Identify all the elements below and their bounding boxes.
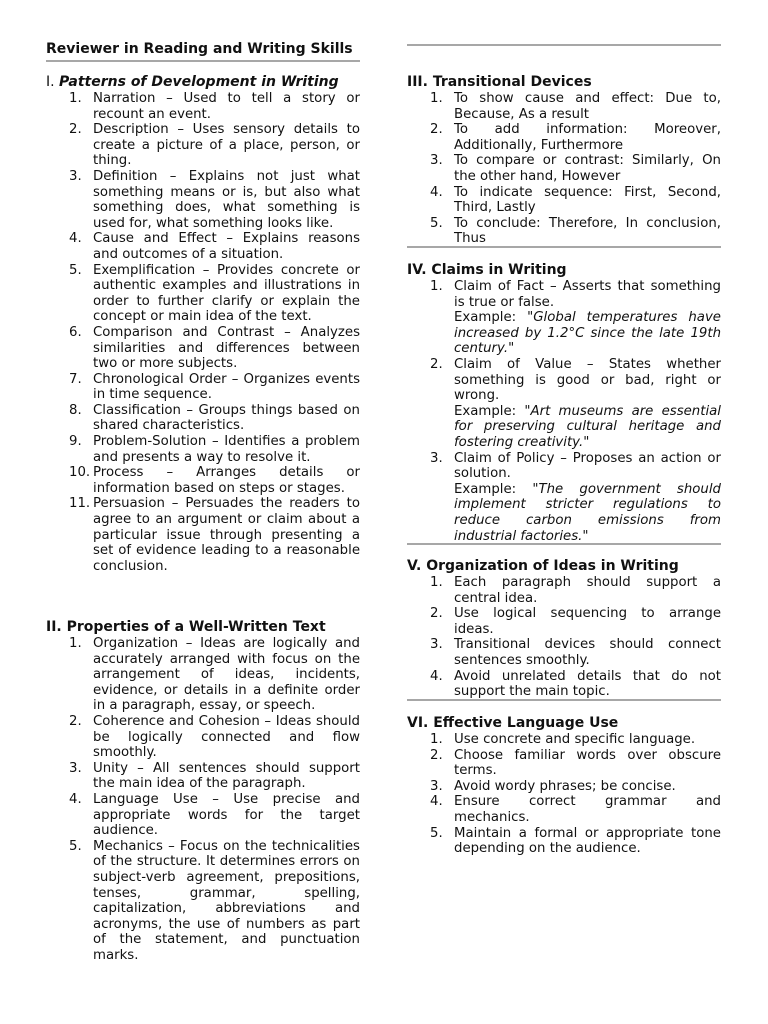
item-text: Choose familiar words over obscure terms. [454, 747, 721, 779]
list-item [407, 748, 721, 779]
list-item [46, 434, 360, 465]
item-text: Ensure correct grammar and mechanics. [454, 794, 721, 825]
item-text: Mechanics – Focus on the technicalities of the structure. It determines errors on subject-verb agreement, prepositions, tenses, grammar, spelling, capitalization, abbreviations and acronyms, the use of numbers as part of the statement, and punctuation marks. [93, 838, 360, 963]
section-5-heading: V. Organization of Ideas in Writing [407, 558, 679, 574]
item-text: Narration – Used to tell a story or recount an event. [93, 91, 360, 122]
item-number: 2. [430, 606, 443, 622]
item-text: Coherence and Cohesion – Ideas should be logically connected and flow smoothly. [93, 713, 360, 761]
item-text: Chronological Order – Organizes events in time sequence. [93, 371, 360, 403]
item-text: To add information: Moreover, Additionally, Furthermore [454, 122, 721, 153]
item-text: To compare or contrast: Similarly, On the other hand, However [454, 153, 721, 184]
item-text: Maintain a formal or appropriate tone depending on the audience. [454, 825, 721, 857]
list-item [46, 761, 360, 792]
item-text: Organization – Ideas are logically and accurately arranged with focus on the arrangement of ideas, incidents, evidence, or details in a definite order in a paragraph, essay, or speech. [93, 636, 360, 714]
item-number: 5. [69, 262, 82, 278]
item-number: 10. [69, 465, 91, 481]
item-number: 11. [69, 496, 91, 512]
section-1-list [46, 91, 360, 574]
item-text: Use concrete and specific language. [454, 732, 696, 747]
item-number: 4. [430, 668, 443, 684]
item-text: Cause and Effect – Explains reasons and outcomes of a situation. [93, 231, 360, 262]
item-number: 5. [430, 825, 443, 841]
item-number: 1. [430, 91, 443, 106]
item-number: 4. [69, 791, 82, 807]
item-number: 2. [69, 713, 82, 729]
item-text: Unity – All sentences should support the main idea of the paragraph. [93, 760, 360, 792]
list-item [46, 496, 360, 574]
list-item [407, 779, 721, 795]
item-text: Language Use – Use precise and appropriate words for the target audience. [93, 791, 360, 839]
item-text: Problem-Solution – Identifies a problem and presents a way to resolve it. [93, 434, 360, 465]
example-label: Example: [454, 403, 525, 419]
section-divider [407, 246, 721, 248]
item-text: Comparison and Contrast – Analyzes similarities and differences between two or more subjects. [93, 324, 360, 372]
item-number: 3. [430, 637, 443, 653]
claim-example: Example: "The government should implement stricter regulations to reduce carbon emissions from industrial factories." [454, 481, 721, 544]
list-item [407, 826, 721, 857]
item-number: 5. [430, 215, 443, 231]
list-item [407, 153, 721, 184]
item-text: Claim of Policy – Proposes an action or solution. [454, 450, 721, 482]
list-item [46, 792, 360, 839]
list-item [407, 91, 721, 122]
item-text: Exemplification – Provides concrete or authentic examples and illustrations in order to further clarify or explain the concept or main idea of the text. [93, 262, 360, 325]
item-text: Each paragraph should support a central idea. [454, 575, 721, 606]
item-number: 4. [430, 184, 443, 200]
section-4-heading: IV. Claims in Writing [407, 262, 567, 278]
document-title: Reviewer in Reading and Writing Skills [46, 41, 353, 57]
item-number: 4. [69, 231, 82, 247]
list-item [46, 263, 360, 325]
item-number: 2. [430, 356, 443, 372]
section-3-heading: III. Transitional Devices [407, 74, 592, 90]
list-item [407, 575, 721, 606]
example-text: The government should implement stricter regulations to reduce carbon emissions from industrial factories. [454, 481, 721, 544]
item-number: 3. [430, 450, 443, 466]
item-number: 3. [430, 778, 443, 794]
section-divider [407, 543, 721, 545]
list-item [46, 403, 360, 434]
section-divider [407, 699, 721, 701]
item-number: 4. [430, 794, 443, 810]
list-item [407, 669, 721, 700]
example-label: Example: [454, 481, 533, 497]
item-number: 6. [69, 324, 82, 340]
item-number: 2. [430, 122, 443, 138]
column-top-rule [407, 44, 721, 46]
list-item [407, 794, 721, 825]
item-number: 3. [69, 168, 82, 184]
item-text: Classification – Groups things based on shared characteristics. [93, 402, 360, 434]
list-item [46, 839, 360, 964]
section-1-number: I. [46, 74, 55, 90]
item-text: Claim of Fact – Asserts that something is true or false. [454, 279, 721, 310]
example-label: Example: [454, 310, 528, 326]
section-2-list [46, 636, 360, 963]
list-item [46, 714, 360, 761]
list-item [407, 732, 721, 748]
list-item [46, 325, 360, 372]
section-2-heading: II. Properties of a Well-Written Text [46, 619, 326, 635]
list-item [407, 606, 721, 637]
item-number: 1. [69, 636, 82, 651]
list-item [46, 169, 360, 231]
item-text: Description – Uses sensory details to create a picture of a place, person, or thing. [93, 122, 360, 169]
item-number: 1. [69, 91, 82, 106]
item-text: Claim of Value – States whether something is good or bad, right or wrong. [454, 356, 721, 404]
list-item [407, 357, 721, 451]
section-1-heading [46, 75, 339, 91]
list-item [407, 216, 721, 247]
list-item [407, 279, 721, 357]
item-text: Use logical sequencing to arrange ideas. [454, 606, 721, 637]
section-4-list [407, 279, 721, 544]
item-text: To show cause and effect: Due to, Because, As a result [454, 91, 721, 122]
section-5-list [407, 575, 721, 700]
item-number: 1. [430, 575, 443, 590]
item-text: Definition – Explains not just what something means or is, but also what something does, what something is used for, what something looks like. [93, 168, 360, 231]
item-text: Process – Arranges details or information based on steps or stages. [93, 465, 360, 496]
list-item [46, 636, 360, 714]
item-text: Transitional devices should connect sentences smoothly. [454, 637, 721, 668]
item-text: To indicate sequence: First, Second, Third, Lastly [454, 184, 721, 216]
item-number: 1. [430, 279, 443, 294]
item-text: Persuasion – Persuades the readers to agree to an argument or claim about a particular issue through presenting a set of evidence leading to a reasonable conclusion. [93, 496, 360, 574]
example-text: Art museums are essential for preserving cultural heritage and fostering creativity. [454, 403, 721, 450]
title-underline [46, 60, 360, 62]
list-item [407, 451, 721, 545]
item-number: 5. [69, 838, 82, 854]
list-item [407, 637, 721, 668]
item-number: 1. [430, 732, 443, 747]
section-1-title: Patterns of Development in Writing [59, 74, 339, 90]
item-text: Avoid unrelated details that do not support the main topic. [454, 668, 721, 700]
list-item [407, 122, 721, 153]
list-item [407, 185, 721, 216]
claim-example: Example: "Art museums are essential for preserving cultural heritage and fostering creativity." [454, 403, 721, 450]
item-number: 3. [430, 153, 443, 169]
item-number: 2. [69, 122, 82, 138]
list-item [46, 91, 360, 122]
section-3-list [407, 91, 721, 247]
list-item [46, 231, 360, 262]
item-number: 2. [430, 747, 443, 763]
item-number: 3. [69, 760, 82, 776]
item-number: 8. [69, 402, 82, 418]
list-item [46, 465, 360, 496]
list-item [46, 122, 360, 169]
item-number: 9. [69, 434, 82, 450]
list-item [46, 372, 360, 403]
claim-example: Example: "Global temperatures have increased by 1.2°C since the late 19th century." [454, 310, 721, 357]
section-6-list [407, 732, 721, 857]
item-number: 7. [69, 371, 82, 387]
item-text: Avoid wordy phrases; be concise. [454, 778, 676, 794]
section-6-heading: VI. Effective Language Use [407, 715, 619, 731]
item-text: To conclude: Therefore, In conclusion, Thus [454, 215, 721, 247]
example-text: Global temperatures have increased by 1.2°C since the late 19th century. [454, 310, 721, 357]
